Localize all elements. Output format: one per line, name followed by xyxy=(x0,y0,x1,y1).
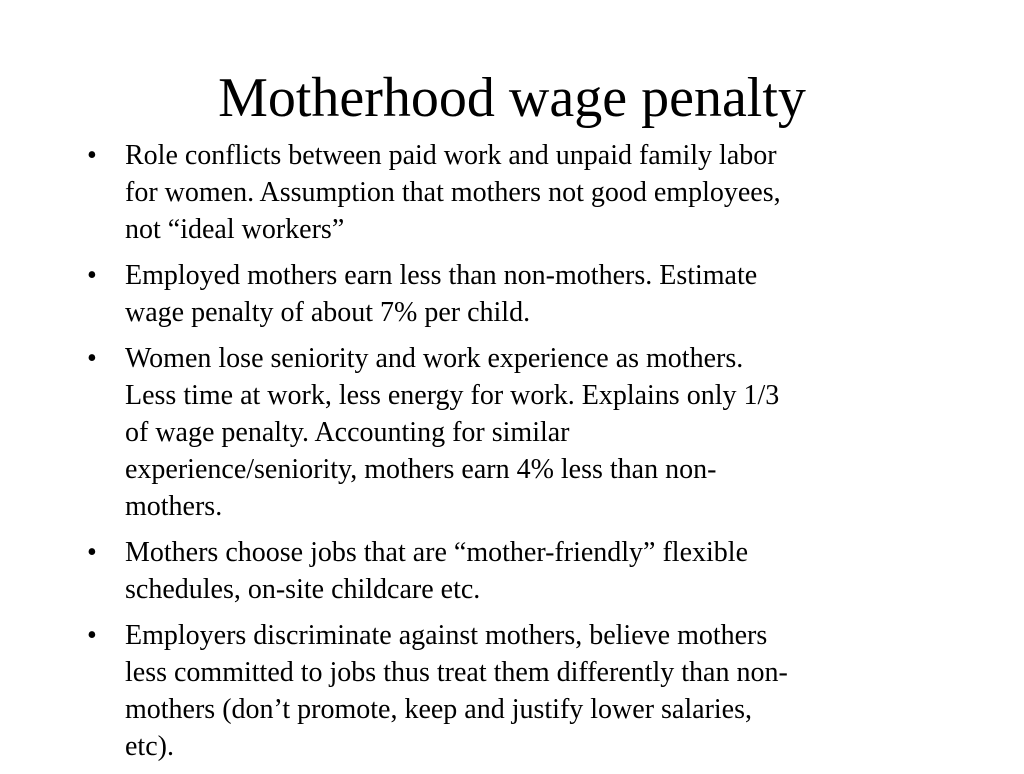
bullet-text-line: Women lose seniority and work experience as mothers. xyxy=(125,343,744,374)
bullet-text-line: mothers (don’t promote, keep and justify lower salaries, xyxy=(125,694,752,725)
bullet-text-line: Role conflicts between paid work and unpaid family labor xyxy=(125,140,777,171)
bullet-text-line: Employers discriminate against mothers, believe mothers xyxy=(125,620,768,651)
bullet-text-line: etc). xyxy=(125,731,174,762)
bullet-item-seniority xyxy=(87,340,947,525)
bullet-text-line: Mothers choose jobs that are “mother-friendly” flexible xyxy=(125,537,748,568)
bullet-text-line: schedules, on-site childcare etc. xyxy=(125,574,481,605)
bullet-list xyxy=(87,137,947,774)
bullet-text-line: Less time at work, less energy for work. Explains only 1/3 xyxy=(125,380,780,411)
bullet-marker: • xyxy=(87,537,97,568)
bullet-text-line: not “ideal workers” xyxy=(125,214,345,245)
bullet-text-line: experience/seniority, mothers earn 4% less than non- xyxy=(125,454,717,485)
bullet-text-line: mothers. xyxy=(125,491,223,522)
bullet-marker: • xyxy=(87,620,97,651)
bullet-text-line: Employed mothers earn less than non-mothers. Estimate xyxy=(125,260,758,291)
bullet-item-employer-discrimination xyxy=(87,617,947,765)
bullet-item-mother-friendly-jobs xyxy=(87,534,947,608)
bullet-text-line: wage penalty of about 7% per child. xyxy=(125,297,531,328)
bullet-item-employed-mothers xyxy=(87,257,947,331)
bullet-marker: • xyxy=(87,140,97,171)
bullet-text-line: for women. Assumption that mothers not good employees, xyxy=(125,177,781,208)
bullet-text-line: less committed to jobs thus treat them differently than non- xyxy=(125,657,788,688)
bullet-item-role-conflicts xyxy=(87,137,947,248)
bullet-marker: • xyxy=(87,343,97,374)
bullet-text-line: of wage penalty. Accounting for similar xyxy=(125,417,570,448)
bullet-marker: • xyxy=(87,260,97,291)
slide-title: Motherhood wage penalty xyxy=(218,67,806,129)
